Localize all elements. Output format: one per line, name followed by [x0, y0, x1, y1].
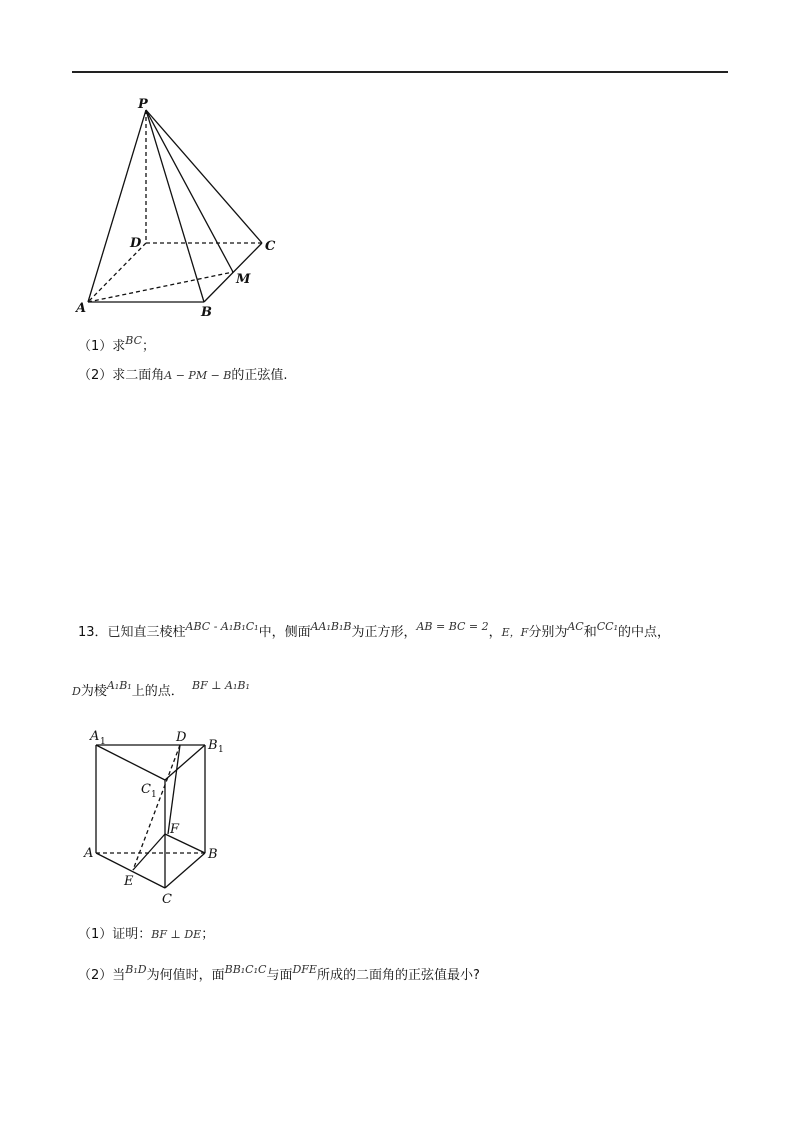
label-P: P [138, 97, 148, 112]
label-D2: D [176, 730, 187, 745]
label-B1-sub: 1 [218, 745, 224, 755]
label-C1: C [141, 782, 151, 797]
q12-part1: （1）求$^{BC}$； [78, 334, 156, 354]
label-M: M [236, 272, 251, 287]
label-B: B [201, 305, 212, 320]
q13-part2: （2）当$^{B_1D}$为何值时，面$^{BB_1C_1C}$与面$^{DFE}$所成的二面角的正弦值最小? [78, 963, 480, 983]
label-A1: A [90, 729, 100, 744]
label-B2: B [208, 847, 218, 862]
label-A2: A [84, 846, 94, 861]
q13-part1: （1）证明：BF ⊥ DE； [78, 927, 215, 942]
q12-part2: （2）求二面角A − PM − B的正弦值. [78, 368, 288, 383]
q13-statement-line1: 13．已知直三棱柱$^{ABC - A_1B_1C_1}$中，侧面$^{AA_1B_1B}$为正方形，$^{AB = BC = 2}$，E，F分别为$^{AC}$和$^{CC_1}$的中点， [78, 620, 670, 640]
label-C: C [265, 239, 276, 254]
label-C1-sub: 1 [151, 790, 157, 800]
label-A: A [76, 301, 87, 316]
label-B1: B [208, 738, 218, 753]
label-A1-sub: 1 [100, 737, 106, 747]
q13-statement-line2: D为棱$^{A_1B_1}$上的点． $^{BF \perp A_1B_1}$ [72, 679, 250, 699]
label-F: F [170, 822, 180, 837]
label-E: E [124, 874, 134, 889]
label-D: D [130, 236, 142, 251]
label-C2: C [162, 892, 172, 907]
